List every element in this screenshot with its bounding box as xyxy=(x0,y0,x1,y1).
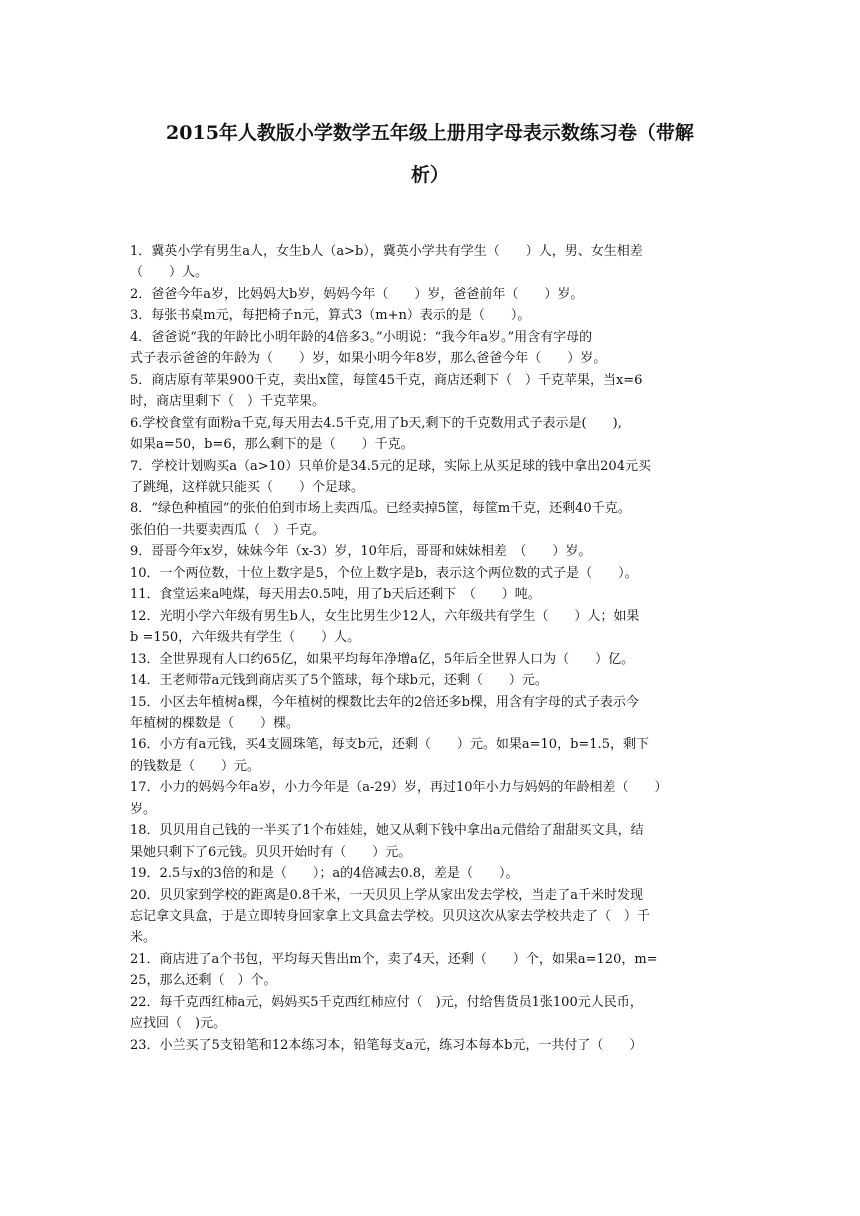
question-text-line: 11．食堂运来a吨煤，每天用去0.5吨，用了b天后还剩下 （ ）吨。 xyxy=(130,587,541,603)
question-text-line: 19．2.5与x的3倍的和是（ ）；a的4倍减去0.8，差是（ ）。 xyxy=(130,866,519,881)
question-text-line: 年植树的棵数是（ ）棵。 xyxy=(130,715,300,731)
question-text-line: 岁。 xyxy=(130,801,157,817)
question-text-line: 16．小方有a元钱，买4支圆珠笔，每支b元，还剩（ ）元。如果a=10，b=1.5，剩下 xyxy=(130,737,649,753)
question-text-line: 23．小兰买了5支铅笔和12本练习本，铅笔每支a元，练习本每本b元，一共付了（ ） xyxy=(130,1037,643,1053)
question-text-line: 9．哥哥今年x岁，妹妹今年（x-3）岁，10年后，哥哥和妹妹相差 （ ）岁。 xyxy=(130,544,592,560)
question-text-line: b =150，六年级共有学生（ ）人。 xyxy=(130,630,361,646)
question-text-line: 25，那么还剩（ ）个。 xyxy=(130,973,277,989)
question-text-line: 式子表示爸爸的年龄为（ ）岁，如果小明今年8岁，那么爸爸今年（ ）岁。 xyxy=(130,351,607,367)
question-text-line: 20．贝贝家到学校的距离是0.8千米，一天贝贝上学从家出发去学校，当走了a千米时发现 xyxy=(130,887,643,903)
question-text-line: 8．“绿色种植园”的张伯伯到市场上卖西瓜。已经卖掉5筐，每筐m千克，还剩40千克。 xyxy=(130,501,631,517)
question-text-line: 如果a=50，b=6，那么剩下的是（ ）千克。 xyxy=(130,437,414,452)
question-text-line: 17．小力的妈妈今年a岁，小力今年是（a-29）岁，再过10年小力与妈妈的年龄相差（ ） xyxy=(130,780,668,796)
question-text-line: 1．冀英小学有男生a人，女生b人（a>b），冀英小学共有学生（ ）人，男、女生相差 xyxy=(130,244,643,259)
question-text-line: 时，商店里剩下（ ）千克苹果。 xyxy=(130,394,326,410)
question-text-line: 14．王老师带a元钱到商店买了5个篮球，每个球b元，还剩（ ）元。 xyxy=(130,673,548,688)
document-title-line-1: 2015年人教版小学数学五年级上册用字母表示数练习卷（带解 xyxy=(166,122,694,144)
question-text-line: 的钱数是（ ）元。 xyxy=(130,758,261,774)
question-text-line: 忘记拿文具盒，于是立即转身回家拿上文具盒去学校。贝贝这次从家去学校共走了（ ）千 xyxy=(130,908,651,924)
question-text-line: 18．贝贝用自己钱的一半买了1个布娃娃，她又从剩下钱中拿出a元借给了甜甜买文具，结 xyxy=(130,823,644,839)
question-text-line: 21．商店进了a个书包，平均每天售出m个，卖了4天，还剩（ ）个，如果a=120，m= xyxy=(130,951,658,967)
question-text-line: 5．商店原有苹果900千克，卖出x筐，每筐45千克，商店还剩下（ ）千克苹果，当x=6 xyxy=(130,372,643,388)
question-text-line: 张伯伯一共要卖西瓜（ ）千克。 xyxy=(130,522,326,538)
question-text-line: 10．一个两位数，十位上数字是5，个位上数字是b，表示这个两位数的式子是（ ）。 xyxy=(130,565,638,581)
question-text-line: 米。 xyxy=(130,930,157,946)
question-text-line: 了跳绳，这样就只能买（ ）个足球。 xyxy=(130,479,365,495)
question-text-line: 7．学校计划购买a（a>10）只单价是34.5元的足球，实际上从买足球的钱中拿出204元买 xyxy=(130,458,651,474)
question-text-line: 13．全世界现有人口约65亿，如果平均每年净增a亿，5年后全世界人口为（ ）亿。 xyxy=(130,651,635,667)
question-text-line: （ ）人。 xyxy=(130,265,209,281)
question-text-line: 果她只剩下了6元钱。贝贝开始时有（ ）元。 xyxy=(130,844,412,860)
question-text-line: 22．每千克西红柿a元，妈妈买5千克西红柿应付（ )元，付给售货员1张100元人民币， xyxy=(130,994,643,1010)
question-text-line: 3．每张书桌m元，每把椅子n元，算式3（m+n）表示的是（ ）。 xyxy=(130,308,531,324)
question-text-line: 4．爸爸说“我的年龄比小明年龄的4倍多3。”小明说：“我今年a岁。”用含有字母的 xyxy=(130,329,593,345)
question-text-line: 12．光明小学六年级有男生b人，女生比男生少12人，六年级共有学生（ ）人；如果 xyxy=(130,608,640,624)
question-text-line: 应找回（ )元。 xyxy=(130,1016,227,1032)
document-title-line-2: 析） xyxy=(410,164,449,186)
question-text-line: 6.学校食堂有面粉a千克,每天用去4.5千克,用了b天,剩下的千克数用式子表示是( ), xyxy=(130,415,622,431)
question-text-line: 15．小区去年植树a棵，今年植树的棵数比去年的2倍还多b棵，用含有字母的式子表示今 xyxy=(130,694,639,710)
question-text-line: 2．爸爸今年a岁，比妈妈大b岁，妈妈今年（ ）岁，爸爸前年（ ）岁。 xyxy=(130,286,584,302)
